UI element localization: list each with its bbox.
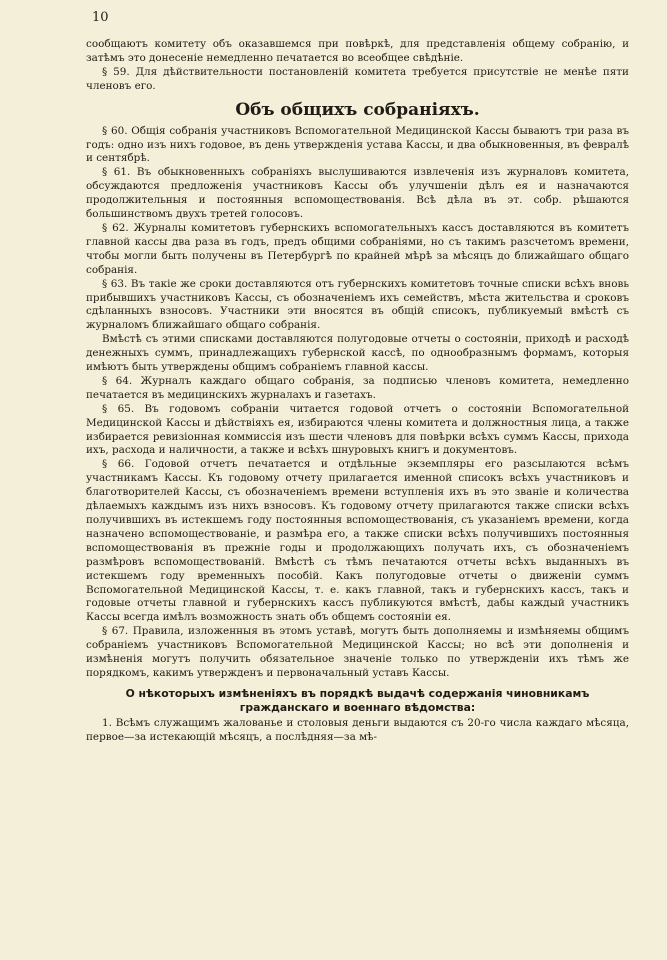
paragraph: § 62. Журналы комитетовъ губернскихъ вспомогательныхъ кассъ доставляются въ комитетъ главной кассы два раза въ годъ, предъ общими собраніями, но съ такимъ разсчетомъ времени, чтобы могли быть получены въ Петербургѣ по крайней мѣрѣ за мѣсяцъ до ближайшаго общаго собранія. — [86, 221, 629, 276]
page-content — [86, 38, 629, 745]
paragraph: сообщаютъ комитету объ оказавшемся при повѣркѣ, для представленія общему собранію, и затѣмъ это донесеніе немедленно печатается во всеобщее свѣдѣніе. — [86, 38, 629, 64]
paragraph: § 59. Для дѣйствительности постановленій комитета требуется присутствіе не менѣе пяти членовъ его. — [86, 65, 629, 92]
paragraph: § 67. Правила, изложенныя въ этомъ уставѣ, могутъ быть дополняемы и измѣняемы общимъ собраніемъ участниковъ Вспомогательной Медицинской Кассы; но всѣ эти дополненія и измѣненія могутъ получить обязательное значеніе только по утвержденіи ихъ тѣмъ же порядкомъ, какимъ утвержденъ и первоначальный уставъ Кассы. — [86, 625, 629, 679]
paragraph: § 60. Общія собранія участниковъ Вспомогательной Медицинской Кассы бываютъ три раза въ годъ: одно изъ нихъ годовое, въ день утвержденія устава Кассы, и два обыкновенныя, въ февралѣ и сентябрѣ. — [86, 124, 629, 165]
main-paragraphs — [86, 125, 629, 681]
section-heading: Объ общихъ собраніяхъ. — [235, 99, 480, 120]
page-number: 10 — [92, 10, 109, 25]
paragraph: § 63. Въ такіе же сроки доставляются отъ губернскихъ комитетовъ точные списки всѣхъ вновь прибывшихъ участниковъ Кассы, съ обозначеніемъ ихъ семействъ, мѣста жительства и сроковъ сдѣланныхъ взносовъ. Участники эти вносятся въ общій списокъ, публикуемый вмѣстѣ съ журналомъ ближайшаго общаго собранія. — [86, 277, 629, 332]
paragraph: § 66. Годовой отчетъ печатается и отдѣльные экземпляры его разсылаются всѣмъ участникамъ Кассы. Къ годовому отчету прилагается именной списокъ всѣхъ участниковъ и благотворителей Кассы, съ обозначеніемъ времени вступленія ихъ въ это званіе и количества дѣлаемыхъ каждымъ изъ нихъ взносовъ. Къ годовому отчету прилагаются также списки всѣхъ получившихъ въ истекшемъ году постоянныя вспомоществованія, съ указаніемъ времени, когда назначено вспомоществованіе, и размѣра его, а также списки всѣхъ получившихъ постоянныя вспомоществованія въ прежніе годы и продолжающихъ получать ихъ, съ обозначеніемъ размѣровъ вспомоществованій. Вмѣстѣ съ тѣмъ печатаются отчеты всѣхъ выданныхъ въ истекшемъ году временныхъ пособій. Какъ полугодовые отчеты о движеніи суммъ Вспомогательной Медицинской Кассы, т. е. какъ главной, такъ и губернскихъ кассъ, такъ и годовые отчеты главной и губернскихъ кассъ публикуются вмѣстѣ, дабы каждый участникъ Кассы всегда имѣлъ возможность знать объ общемъ состояніи ея. — [86, 458, 629, 624]
paragraph: 1. Всѣмъ служащимъ жалованье и столовыя деньги выдаются съ 20-го числа каждаго мѣсяца, первое—за истекающій мѣсяцъ, а послѣдняя—за мѣ- — [86, 716, 629, 743]
paragraph: § 64. Журналъ каждаго общаго собранія, за подписью членовъ комитета, немедленно печатается въ медицинскихъ журналахъ и газетахъ. — [86, 374, 629, 401]
subheading: О нѣкоторыхъ измѣненіяхъ въ порядкѣ выдачѣ содержанія чиновникамъ гражданскаго и военнаго вѣдомства: — [125, 686, 590, 714]
bottom-paragraphs — [86, 717, 629, 745]
top-paragraphs — [86, 38, 629, 94]
paragraph: § 65. Въ годовомъ собраніи читается годовой отчетъ о состояніи Вспомогательной Медицинской Кассы и дѣйствіяхъ ея, избираются члены комитета и должностныя лица, а также избирается ревизіонная коммиссія изъ шести членовъ для повѣрки всѣхъ суммъ Кассы, прихода ихъ, расхода и наличности, а также и всѣхъ шнуровыхъ книгъ и документовъ. — [86, 402, 629, 457]
paragraph: § 61. Въ обыкновенныхъ собраніяхъ выслушиваются извлеченія изъ журналовъ комитета, обсуждаются предложенія участниковъ Кассы объ улучшеніи дѣлъ ея и назначаются продолжительныя и постоянныя вспомоществованія. Всѣ дѣла въ эт. собр. рѣшаются большинствомъ двухъ третей голосовъ. — [86, 166, 629, 221]
paragraph: Вмѣстѣ съ этими списками доставляются полугодовые отчеты о состояніи, приходѣ и расходѣ денежныхъ суммъ, принадлежащихъ губернской кассѣ, по однообразнымъ формамъ, которыя имѣютъ быть утверждены общимъ собраніемъ главной кассы. — [86, 333, 629, 374]
